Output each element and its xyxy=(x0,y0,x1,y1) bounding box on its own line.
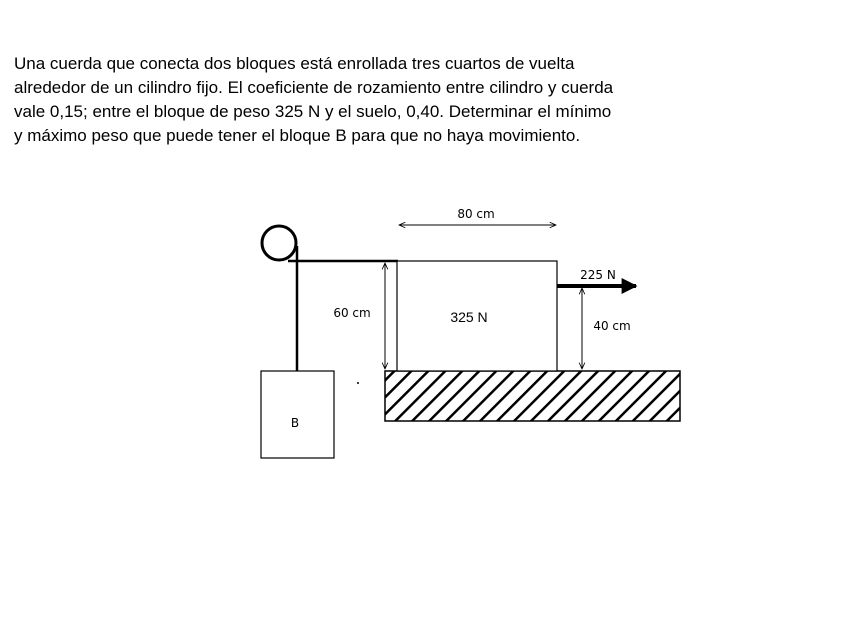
problem-line: alrededor de un cilindro fijo. El coeficiente de rozamiento entre cilindro y cuerda xyxy=(14,78,614,97)
fixed-cylinder xyxy=(262,226,296,260)
block-weight-label: 325 N xyxy=(450,309,488,325)
problem-line: vale 0,15; entre el bloque de peso 325 N y el suelo, 0,40. Determinar el mínimo xyxy=(14,102,612,121)
force-height-dimension-label: 40 cm xyxy=(593,319,631,333)
ground-hatched xyxy=(385,371,680,421)
applied-force-label: 225 N xyxy=(580,268,616,282)
problem-line: y máximo peso que puede tener el bloque B para que no haya movimiento. xyxy=(14,126,581,145)
stray-dot xyxy=(357,382,359,384)
width-dimension-label: 80 cm xyxy=(457,207,495,221)
hanging-block-b xyxy=(261,371,334,458)
hanging-block-label: B xyxy=(290,416,300,430)
problem-line: Una cuerda que conecta dos bloques está enrollada tres cuartos de vuelta xyxy=(14,54,575,73)
height-dimension-label: 60 cm xyxy=(333,306,371,320)
